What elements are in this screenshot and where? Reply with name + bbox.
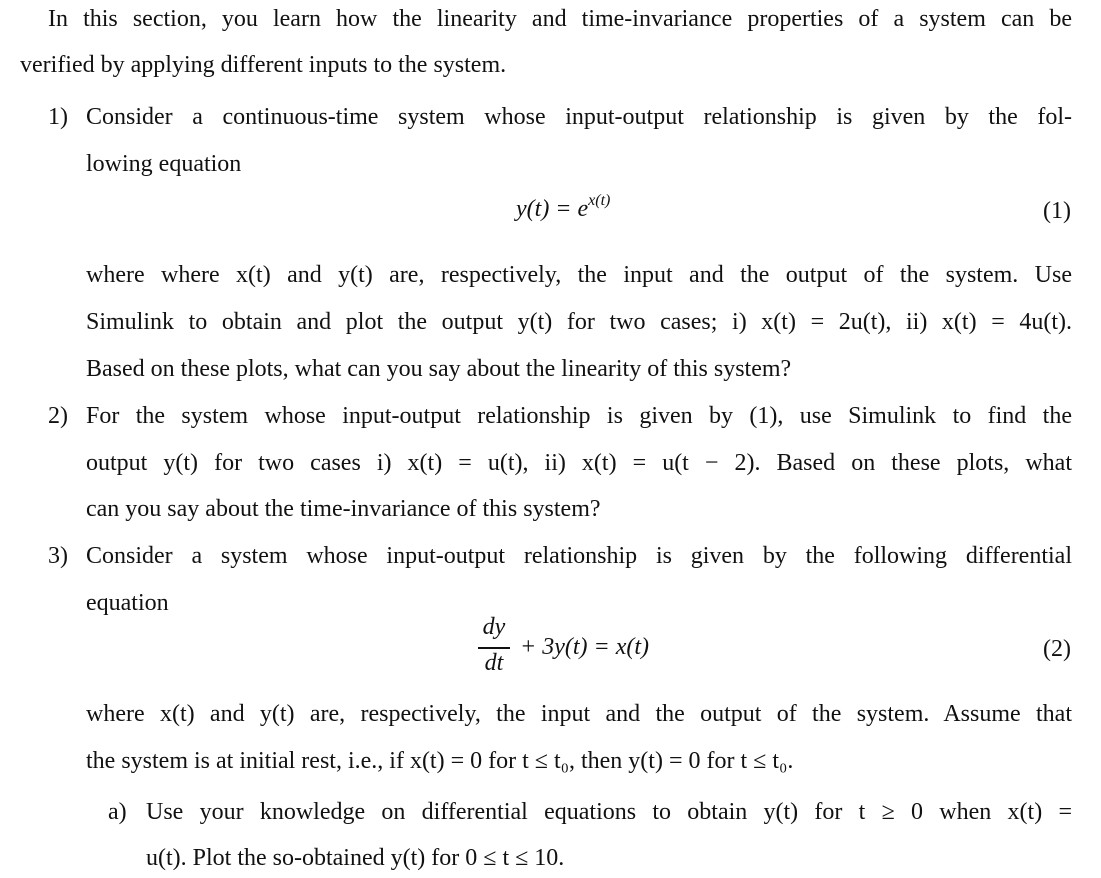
item3a-label: a) xyxy=(108,799,127,825)
intro-line-1: In this section, you learn how the linearity and time-invariance properties of a system can be xyxy=(48,6,1072,32)
item2-line-1: For the system whose input-output relationship is given by (1), use Simulink to find the xyxy=(86,403,1072,429)
equation-2-fraction-bar xyxy=(478,647,510,649)
item2-line-3: can you say about the time-invariance of this system? xyxy=(86,496,601,522)
equation-1-number: (1) xyxy=(1043,198,1071,224)
item1-line-1: Consider a continuous-time system whose input-output relationship is given by the fol- xyxy=(86,104,1072,130)
equation-1-exponent: x(t) xyxy=(588,192,611,209)
equation-1 xyxy=(516,192,611,223)
item3a-line-2: u(t). Plot the so-obtained y(t) for 0 ≤ t ≤ 10. xyxy=(146,845,565,871)
item3-line-1: Consider a system whose input-output relationship is given by the following differential xyxy=(86,543,1072,569)
equation-2-number: (2) xyxy=(1043,636,1071,662)
item3a-line-1: Use your knowledge on differential equations to obtain y(t) for t ≥ 0 when x(t) = xyxy=(146,799,1072,825)
item3-after-line-1: where x(t) and y(t) are, respectively, the input and the output of the system. Assume that xyxy=(86,701,1072,727)
item1-after-line-3: Based on these plots, what can you say about the linearity of this system? xyxy=(86,356,792,382)
item2-number: 2) xyxy=(48,403,68,429)
equation-2-numerator: dy xyxy=(482,614,506,640)
intro-line-2: verified by applying different inputs to the system. xyxy=(20,52,507,78)
item3-line-2: equation xyxy=(86,590,169,616)
equation-2-rest: + 3y(t) = x(t) xyxy=(520,634,649,660)
equation-1-lhs: y(t) = e xyxy=(516,196,589,222)
item1-after-line-1: where where x(t) and y(t) are, respectively, the input and the output of the system. Use xyxy=(86,262,1072,288)
item1-after-line-2: Simulink to obtain and plot the output y(t) for two cases; i) x(t) = 2u(t), ii) x(t) = 4u(t). xyxy=(86,309,1072,335)
item1-number: 1) xyxy=(48,104,68,130)
item1-line-2: lowing equation xyxy=(86,151,242,177)
item3-number: 3) xyxy=(48,543,68,569)
equation-2-denominator: dt xyxy=(484,650,504,676)
item3-after-line-2: the system is at initial rest, i.e., if x(t) = 0 for t ≤ t₀, then y(t) = 0 for t ≤ t₀. xyxy=(86,748,794,774)
item2-line-2: output y(t) for two cases i) x(t) = u(t), ii) x(t) = u(t − 2). Based on these plots, what xyxy=(86,450,1072,476)
